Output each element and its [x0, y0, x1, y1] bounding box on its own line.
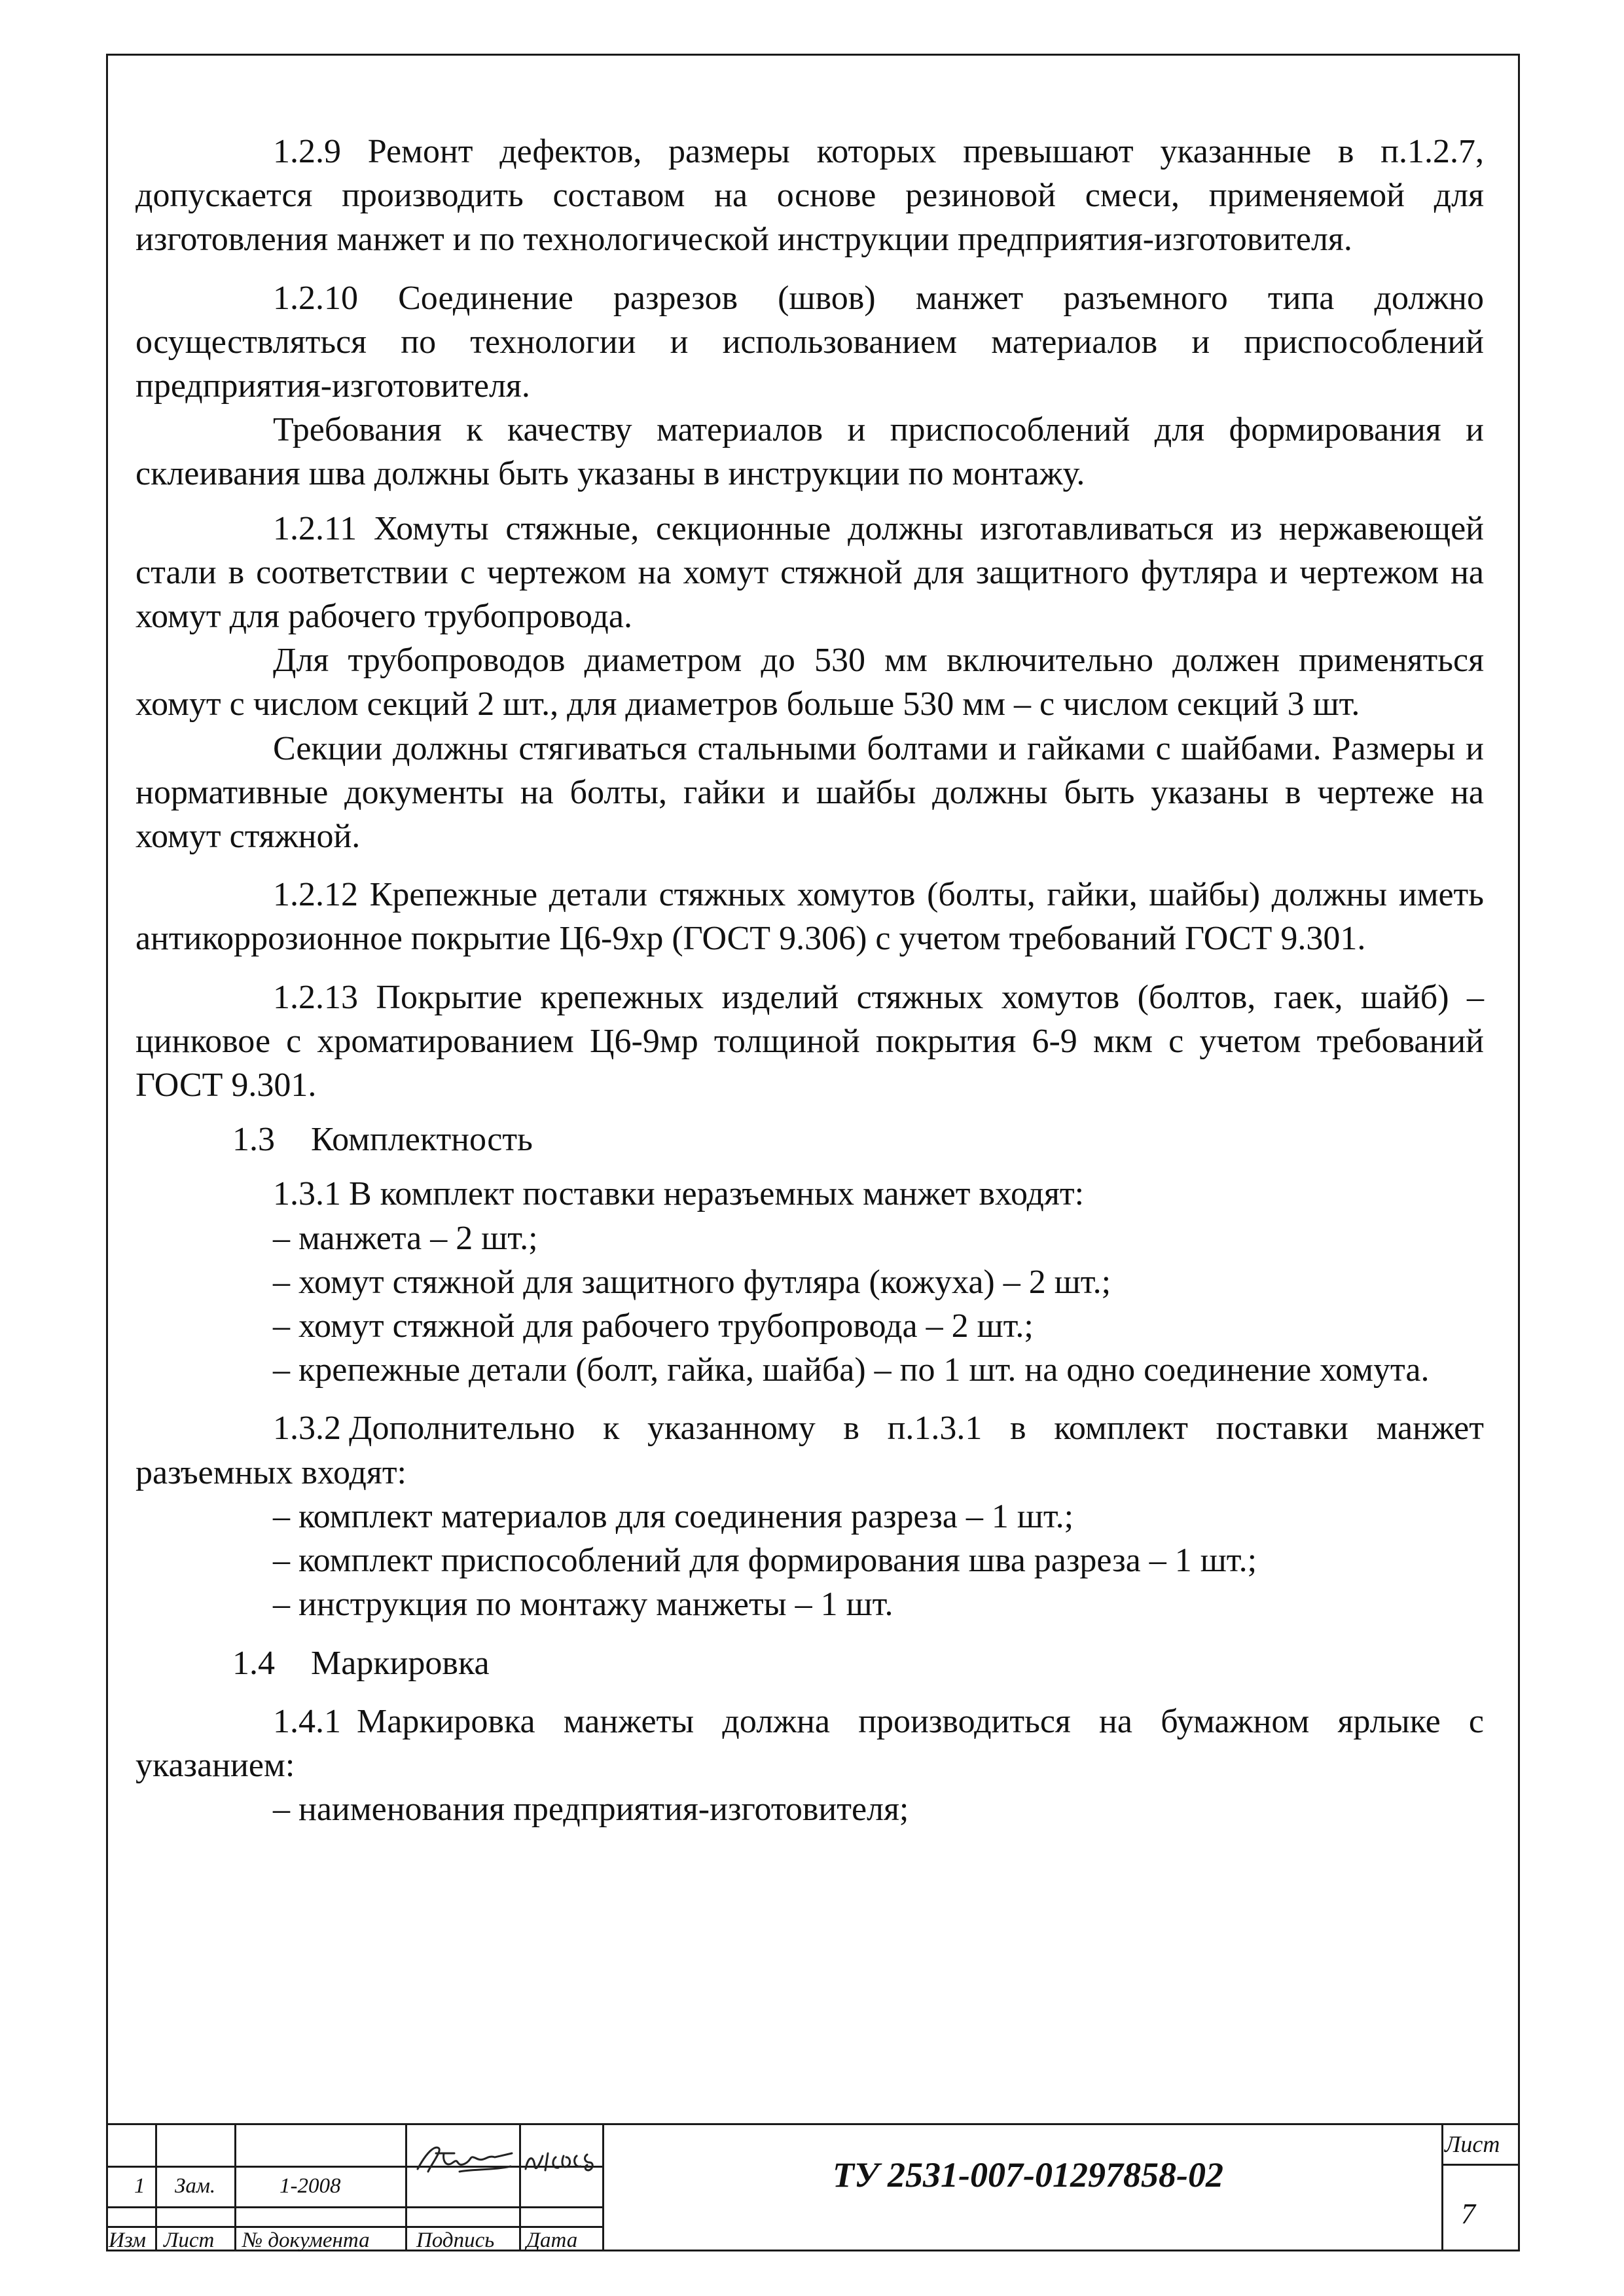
- title-block-col-line: [405, 2123, 407, 2251]
- sheet-label: Лист: [1445, 2131, 1500, 2157]
- list-item: – манжета – 2 шт.;: [273, 1219, 538, 1257]
- section-title: Маркировка: [311, 1644, 490, 1682]
- title-block-col-line: [519, 2123, 521, 2251]
- item-number: 1.3.1: [273, 1175, 341, 1213]
- paragraph-1-2-11: 1.2.11 Хомуты стяжные, секционные должны изготавливаться из нержавеющей стали в соответствии с чертежом на хомут стяжной для защитного футляра и чертежом на хомут для рабочего трубопровода.: [135, 509, 1484, 636]
- date-handwritten: [522, 2140, 600, 2177]
- section-heading-1-3: [135, 1118, 1484, 1161]
- item-text: Дополнительно к указанному в п.1.3.1 в комплект поставки манжет разъемных входят:: [135, 1410, 1484, 1491]
- change-number: 1: [134, 2174, 145, 2198]
- section-number: 1.3: [232, 1121, 275, 1159]
- paragraph-1-3-1: [135, 1172, 1484, 1216]
- paragraph-1-2-11-sections: Секции должны стягиваться стальными болтами и гайками с шайбами. Размеры и нормативные документы на болты, гайки и шайбы должны быть указаны в чертеже на хомут стяжной.: [135, 729, 1484, 856]
- change-document-number: 1-2008: [280, 2174, 341, 2198]
- title-block-top-line: [106, 2123, 1520, 2125]
- paragraph-1-4-1: [135, 1700, 1484, 1787]
- title-block-col-line: [602, 2123, 604, 2251]
- list-item: – хомут стяжной для защитного футляра (кожуха) – 2 шт.;: [273, 1263, 1111, 1301]
- title-block-col-line: [155, 2123, 157, 2251]
- paragraph-1-2-10: 1.2.10 Соединение разрезов (швов) манжет разъемного типа должно осуществляться по технологии и использованием материалов и приспособлений предприятия-изготовителя.: [135, 279, 1484, 405]
- paragraph-1-3-2: [135, 1406, 1484, 1494]
- label-date: Дата: [526, 2229, 578, 2252]
- item-text: Маркировка манжеты должна производиться на бумажном ярлыке с указанием:: [135, 1702, 1484, 1784]
- list-item: – наименования предприятия-изготовителя;: [273, 1791, 909, 1829]
- paragraph-1-2-11-diameters: Для трубопроводов диаметром до 530 мм включительно должен применяться хомут с числом секций 2 шт., для диаметров больше 530 мм – с числом секций 3 шт.: [135, 642, 1484, 723]
- change-sheet: Зам.: [175, 2174, 216, 2198]
- paragraph-1-2-13: 1.2.13 Покрытие крепежных изделий стяжных хомутов (болтов, гаек, шайб) – цинковое с хроматированием Ц6-9мр толщиной покрытия 6-9 мкм с учетом требований ГОСТ 9.301.: [135, 978, 1484, 1104]
- document-designation: ТУ 2531-007-01297858-02: [833, 2155, 1224, 2195]
- title-block-row-line: [106, 2226, 604, 2228]
- title-block-col-line: [234, 2123, 236, 2251]
- list-item: – крепежные детали (болт, гайка, шайба) – по 1 шт. на одно соединение хомута.: [273, 1351, 1430, 1389]
- item-number: 1.3.2: [273, 1410, 341, 1448]
- section-number: 1.4: [232, 1644, 275, 1682]
- sheet-number: 7: [1461, 2198, 1475, 2230]
- list-item: – комплект приспособлений для формирования шва разреза – 1 шт.;: [273, 1542, 1257, 1580]
- list-item: – комплект материалов для соединения разреза – 1 шт.;: [273, 1497, 1074, 1535]
- label-document-number: № документа: [242, 2229, 370, 2252]
- title-block-row-line: [106, 2206, 604, 2208]
- item-number: 1.4.1: [273, 1702, 341, 1740]
- list-item: – инструкция по монтажу манжеты – 1 шт.: [273, 1586, 893, 1624]
- item-text: В комплект поставки неразъемных манжет входят:: [349, 1175, 1085, 1213]
- label-change: Изм: [109, 2229, 146, 2252]
- list-item: – хомут стяжной для рабочего трубопровода – 2 шт.;: [273, 1307, 1034, 1345]
- paragraph-1-2-10-requirements: Требования к качеству материалов и приспособлений для формирования и склеивания шва должны быть указаны в инструкции по монтажу.: [135, 411, 1484, 493]
- body-text: [135, 130, 1484, 1831]
- title-block: [106, 2123, 1520, 2251]
- sheet-cell-line: [1443, 2164, 1520, 2166]
- label-signature: Подпись: [416, 2229, 495, 2252]
- title-block-col-line: [1441, 2123, 1443, 2251]
- section-title: Комплектность: [311, 1121, 533, 1159]
- label-sheet: Лист: [164, 2229, 215, 2252]
- section-heading-1-4: [135, 1641, 1484, 1685]
- paragraph-1-2-9: 1.2.9 Ремонт дефектов, размеры которых превышают указанные в п.1.2.7, допускается производить составом на основе резиновой смеси, применяемой для изготовления манжет и по технологической инструкции предприятия-изготовителя.: [135, 133, 1484, 259]
- paragraph-1-2-12: 1.2.12 Крепежные детали стяжных хомутов (болты, гайки, шайбы) должны иметь антикоррозионное покрытие Ц6-9хр (ГОСТ 9.306) с учетом требований ГОСТ 9.301.: [135, 876, 1484, 958]
- signature: [414, 2139, 515, 2178]
